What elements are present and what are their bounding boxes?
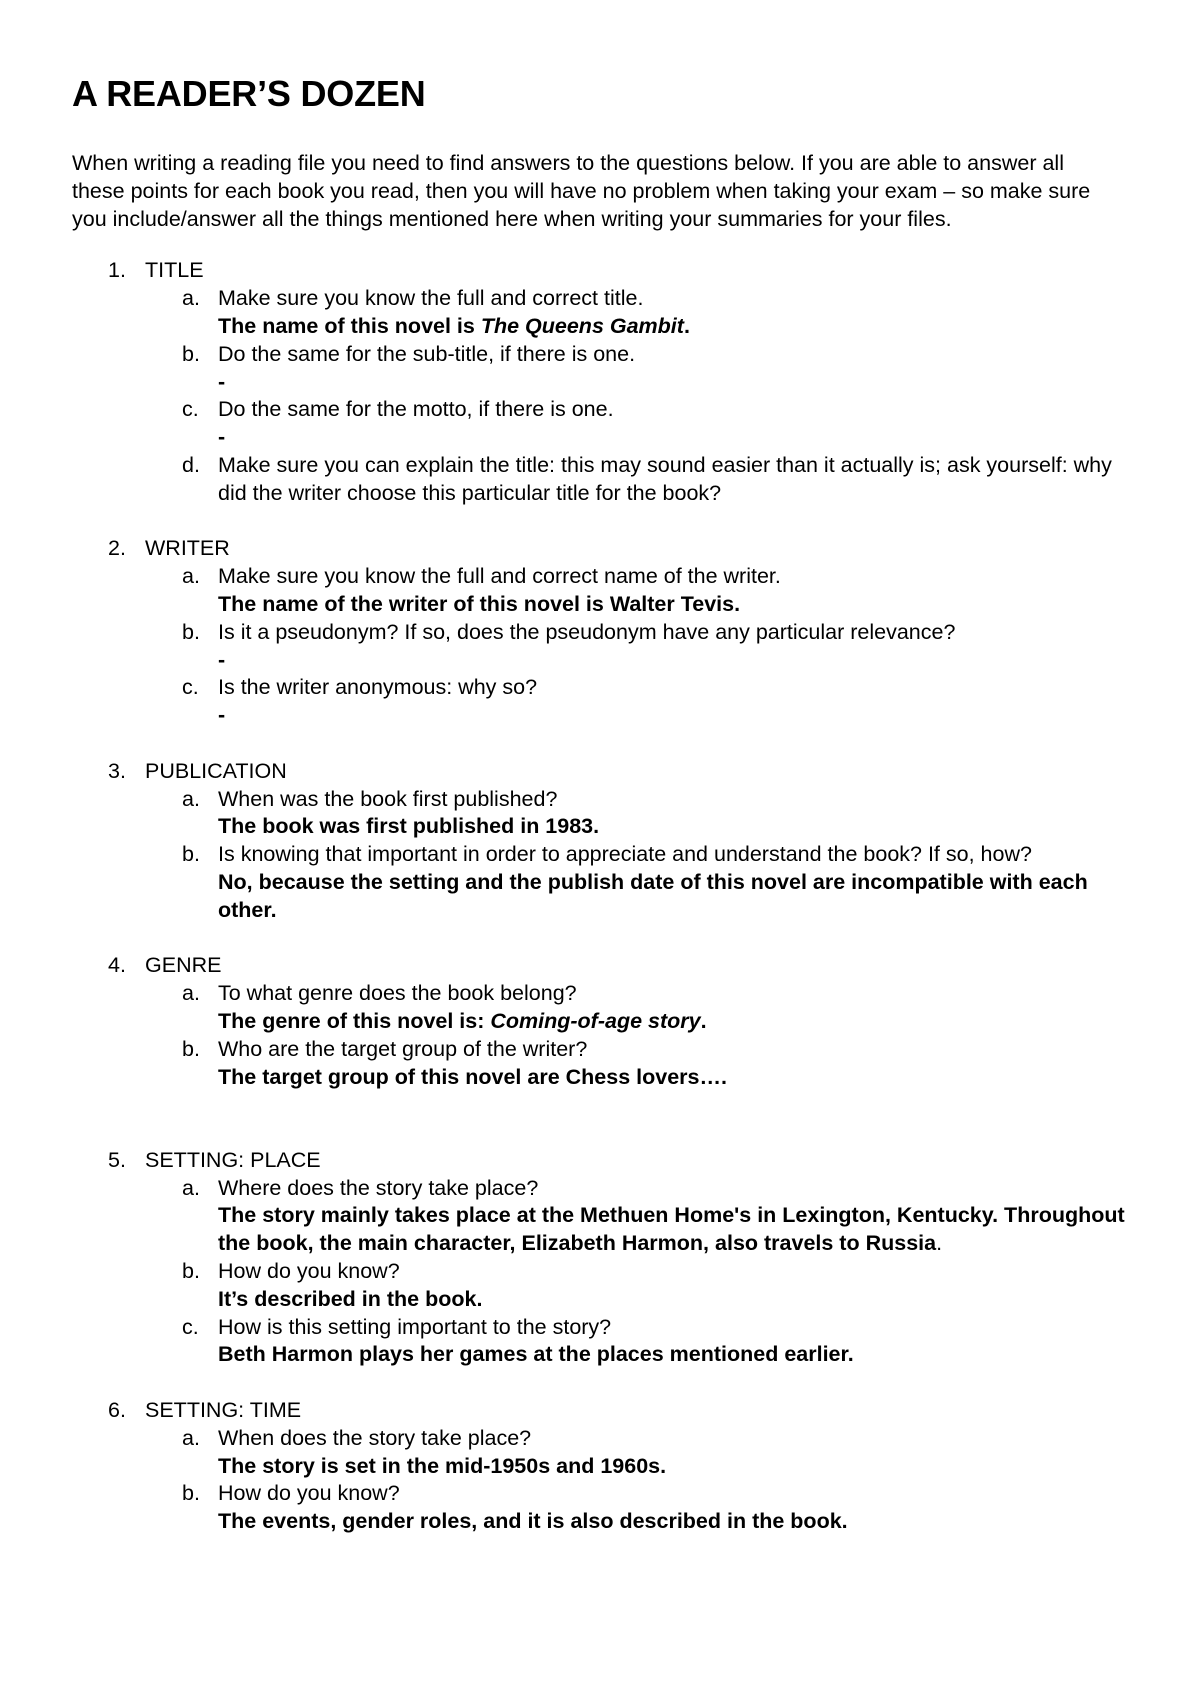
section-heading [72,952,1128,980]
list-item [72,1175,1128,1258]
section-heading-text: SETTING: TIME [145,1398,302,1423]
item-letter: a. [182,564,200,589]
answer-suffix: . [936,1231,943,1256]
list-item [72,1425,1128,1481]
answer-text: The story mainly takes place at the Methuen Home's in Lexington, Kentucky. Throughout the book, the main character, Elizabeth Harmon, also travels to Russia [218,1203,1125,1256]
list-item [72,341,1128,397]
item-answer [218,1202,1128,1258]
item-question: When was the book first published? [218,786,558,811]
item-letter: a. [182,981,200,1006]
answer-suffix: . [700,1008,707,1033]
section-heading [72,257,1128,285]
item-question: Where does the story take place? [218,1175,539,1200]
list-item [72,1036,1128,1092]
section-number: 6. [108,1398,126,1423]
list-item [72,980,1128,1036]
section-genre [72,952,1128,1091]
item-question: Make sure you know the full and correct name of the writer. [218,564,781,589]
section-heading-text: PUBLICATION [145,758,287,783]
item-answer: No, because the setting and the publish date of this novel are incompatible with each other. [218,869,1088,922]
item-letter: c. [182,675,199,700]
item-letter: a. [182,786,200,811]
item-letter: a. [182,1175,200,1200]
item-question: Is the writer anonymous: why so? [218,675,538,700]
section-heading [72,758,1128,786]
list-item [72,1314,1128,1370]
section-writer [72,535,1128,730]
section-publication [72,758,1128,925]
list-item [72,396,1128,452]
item-question: Make sure you know the full and correct title. [218,286,644,311]
item-letter: b. [182,1036,200,1061]
item-answer: The target group of this novel are Chess lovers…. [218,1064,727,1089]
section-number: 2. [108,536,126,561]
section-setting-time [72,1397,1128,1536]
item-letter: b. [182,1259,200,1284]
section-setting-place [72,1147,1128,1369]
item-letter: c. [182,1314,199,1339]
document-page [72,72,1128,1564]
section-heading [72,1147,1128,1175]
item-answer [218,313,1128,341]
item-letter: b. [182,1481,200,1506]
answer-suffix: . [683,313,690,338]
section-number: 1. [108,258,126,283]
page-title: A READER’S DOZEN [72,73,426,114]
section-number: 4. [108,953,126,978]
item-question: How is this setting important to the story? [218,1314,612,1339]
answer-italic-text: Coming-of-age story [490,1008,701,1033]
section-heading-text: GENRE [145,953,222,978]
answer-italic-text: The Queens Gambit [480,313,684,338]
item-question: Is knowing that important in order to appreciate and understand the book? If so, how? [218,842,1032,867]
item-letter: a. [182,286,200,311]
section-number: 5. [108,1147,126,1172]
list-item [72,452,1128,508]
list-item [72,786,1128,842]
item-question: How do you know? [218,1481,400,1506]
answer-text: The name of this novel is [218,313,481,338]
item-question: Who are the target group of the writer? [218,1036,588,1061]
item-answer: - [218,369,226,394]
item-answer: The events, gender roles, and it is also described in the book. [218,1509,848,1534]
item-answer: - [218,647,226,672]
item-question: How do you know? [218,1259,400,1284]
intro-paragraph: When writing a reading file you need to find answers to the questions below. If you are able to answer all these points for each book you read, then you will have no problem when taking your exam – so make sure you include/answer all the things mentioned here when writing your summaries for your files. [72,151,1091,231]
item-answer [218,1008,1128,1036]
item-question: To what genre does the book belong? [218,981,577,1006]
section-heading-text: SETTING: PLACE [145,1147,321,1172]
section-heading [72,1397,1128,1425]
item-question: When does the story take place? [218,1425,532,1450]
list-item [72,285,1128,341]
list-item [72,619,1128,675]
item-answer: - [218,425,226,450]
item-answer: The book was first published in 1983. [218,814,600,839]
list-item [72,1480,1128,1536]
item-answer: - [218,703,226,728]
list-item [72,674,1128,730]
item-question: Make sure you can explain the title: this may sound easier than it actually is; ask yourself: why did the writer choose this particular title for the book? [218,452,1112,505]
item-question: Is it a pseudonym? If so, does the pseudonym have any particular relevance? [218,619,956,644]
section-title [72,257,1128,507]
item-answer: It’s described in the book. [218,1286,483,1311]
list-item [72,841,1128,924]
item-letter: a. [182,1425,200,1450]
item-letter: b. [182,842,200,867]
item-answer: The story is set in the mid-1950s and 1960s. [218,1453,667,1478]
list-item [72,1258,1128,1314]
question-list [72,257,1128,1536]
item-question: Do the same for the sub-title, if there is one. [218,341,636,366]
item-question: Do the same for the motto, if there is one. [218,397,614,422]
item-answer: Beth Harmon plays her games at the places mentioned earlier. [218,1342,854,1367]
item-letter: b. [182,619,200,644]
answer-text: The genre of this novel is: [218,1008,491,1033]
item-letter: b. [182,341,200,366]
section-heading-text: WRITER [145,536,230,561]
item-letter: d. [182,452,200,477]
section-heading-text: TITLE [145,258,204,283]
list-item [72,563,1128,619]
section-number: 3. [108,758,126,783]
item-answer: The name of the writer of this novel is Walter Tevis. [218,591,741,616]
section-heading [72,535,1128,563]
item-letter: c. [182,397,199,422]
